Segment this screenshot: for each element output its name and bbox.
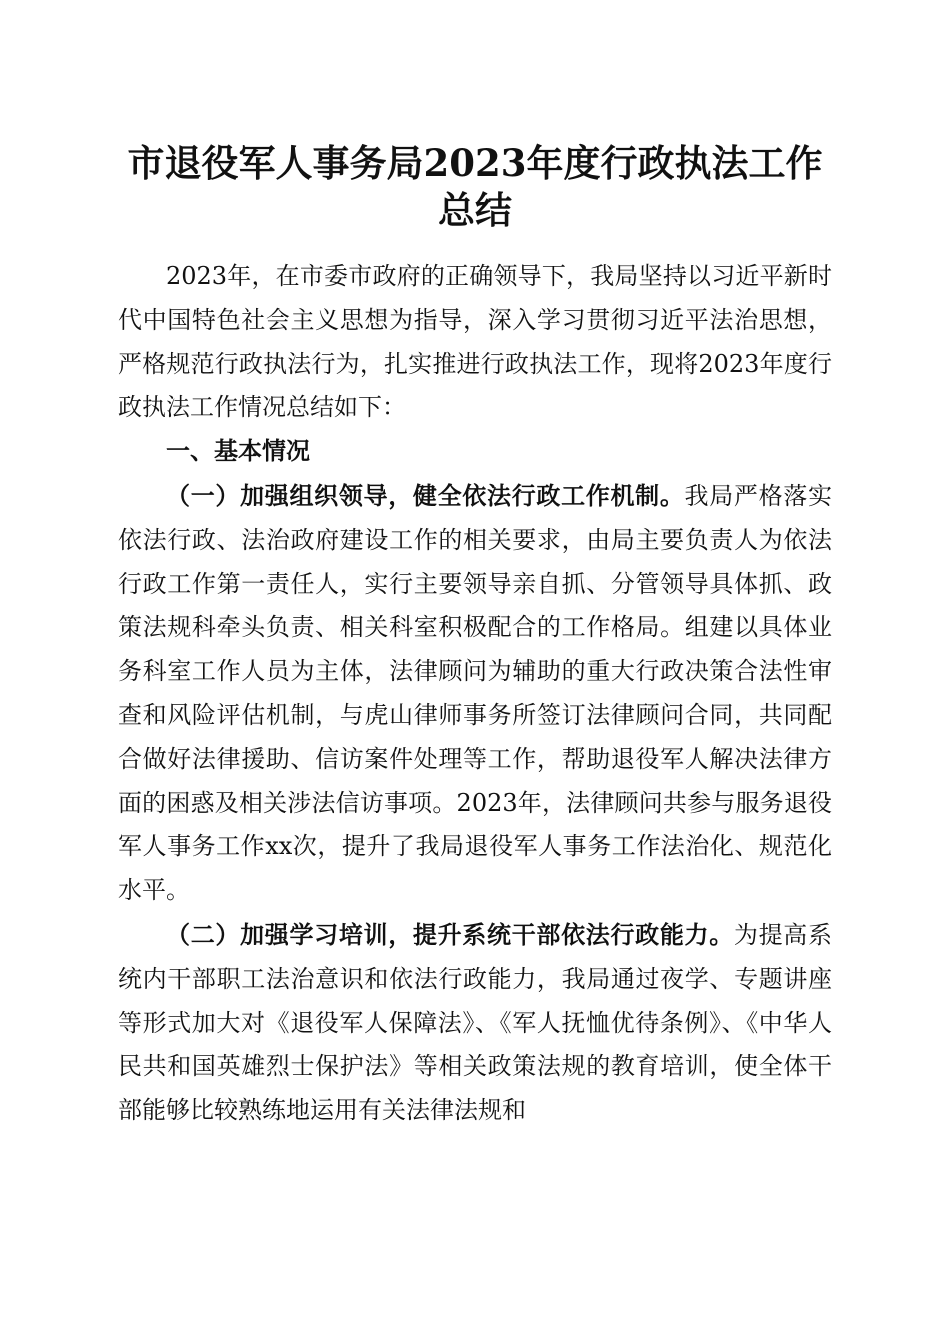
item-2-paragraph [118, 913, 832, 1133]
document-title: 市退役军人事务局2023年度行政执法工作总结 [127, 141, 823, 232]
item-1-lead: （一）加强组织领导，健全依法行政工作机制。 [166, 480, 685, 510]
section-heading: 一、基本情况 [166, 437, 310, 466]
item-2-text: 为提高系统内干部职工法治意识和依法行政能力，我局通过夜学、专题讲座等形式加大对《退役军人保障法》、《军人抚恤优待条例》、《中华人民共和国英雄烈士保护法》等相关政策法规的教育培训，使全体干部能够比较熟练地运用有关法律法规和 [118, 920, 832, 1125]
item-1-text: 我局严格落实依法行政、法治政府建设工作的相关要求，由局主要负责人为依法行政工作第一责任人，实行主要领导亲自抓、分管领导具体抓、政策法规科牵头负责、相关科室积极配合的工作格局。组建以具体业务科室工作人员为主体，法律顾问为辅助的重大行政决策合法性审查和风险评估机制，与虎山律师事务所签订法律顾问合同，共同配合做好法律援助、信访案件处理等工作，帮助退役军人解决法律方面的困惑及相关涉法信访事项。2023年，法律顾问共参与服务退役军人事务工作xx次，提升了我局退役军人事务工作法治化、规范化水平。 [118, 481, 833, 905]
document-body [118, 255, 832, 1133]
item-2-lead: （二）加强学习培训，提升系统干部依法行政能力。 [166, 919, 734, 949]
item-1-paragraph [118, 474, 832, 913]
intro-paragraph: 2023年，在市委市政府的正确领导下，我局坚持以习近平新时代中国特色社会主义思想为指导，深入学习贯彻习近平法治思想，严格规范行政执法行为，扎实推进行政执法工作，现将2023年度行政执法工作情况总结如下： [118, 262, 832, 422]
